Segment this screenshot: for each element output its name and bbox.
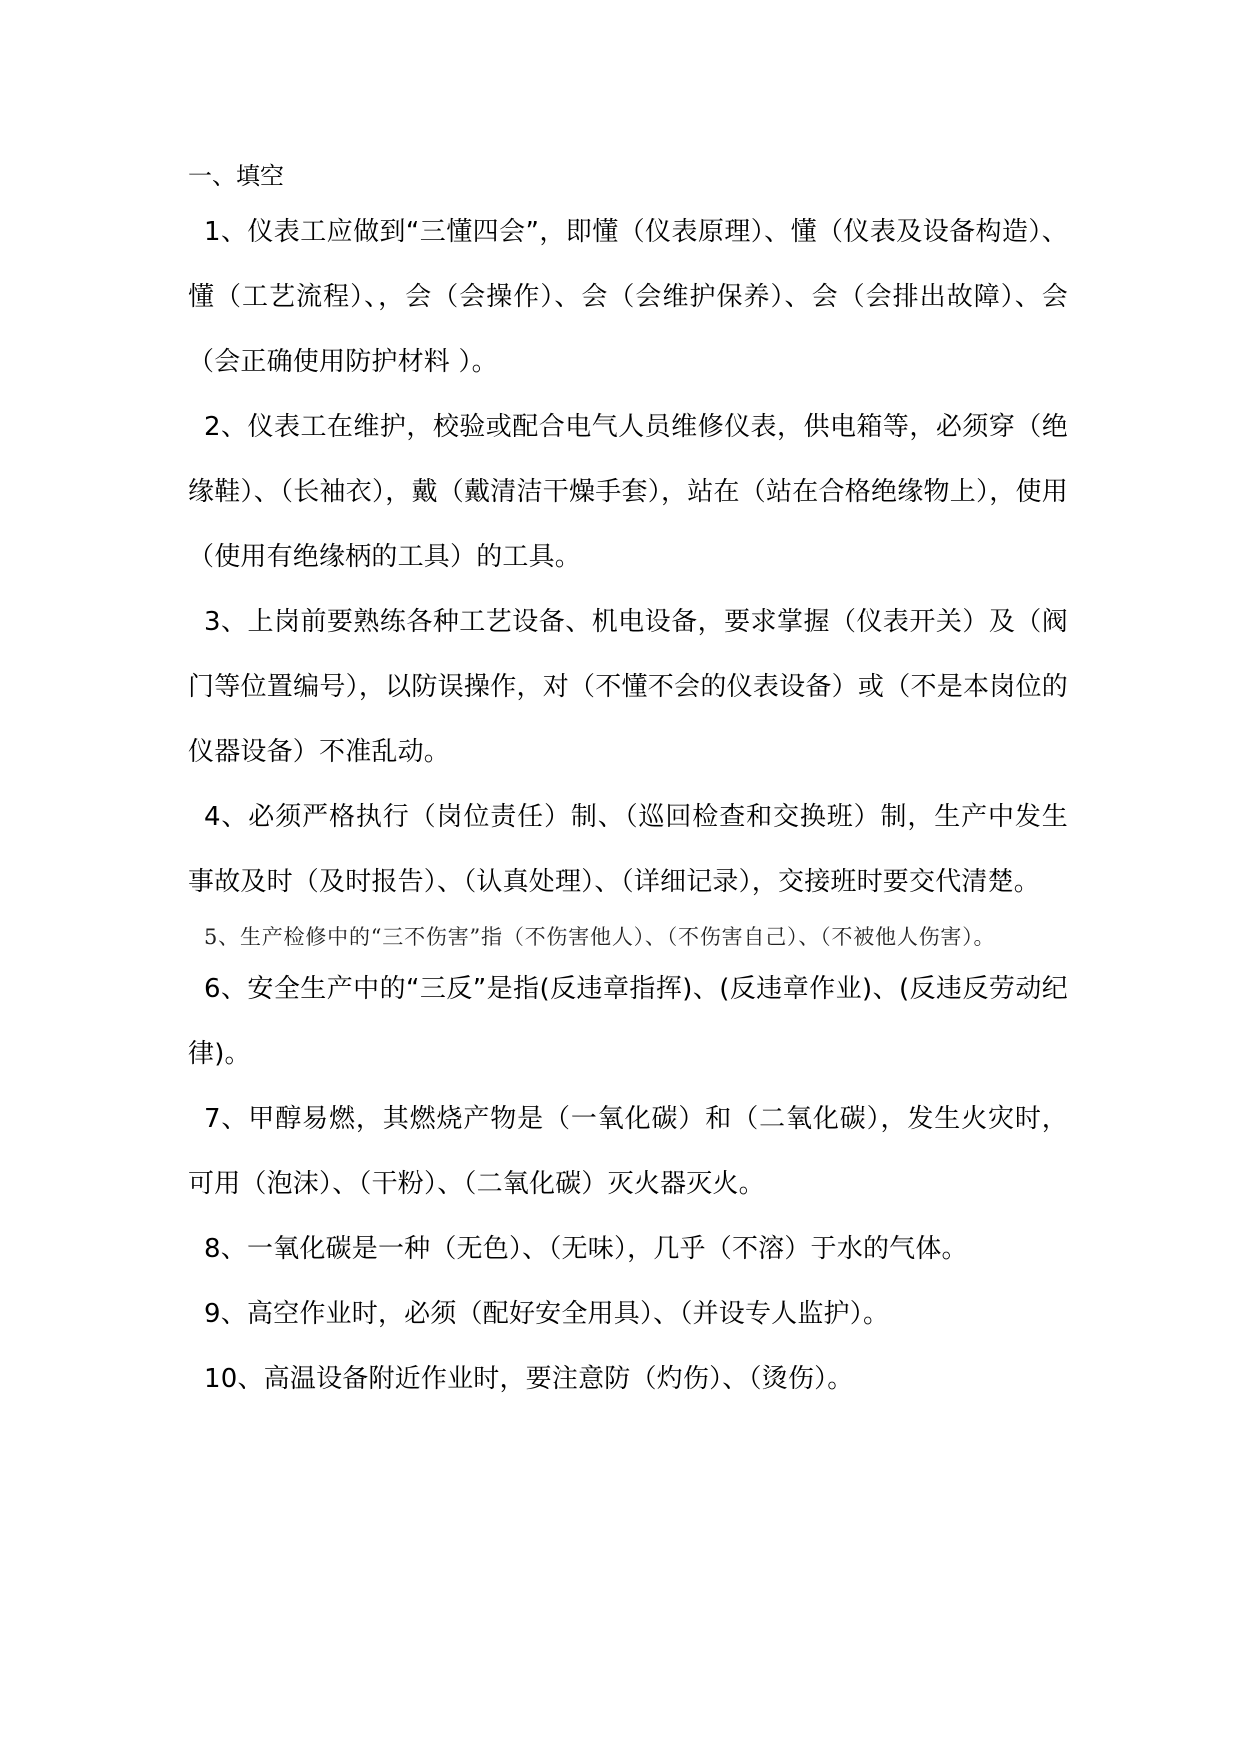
question-2: 2、仪表工在维护，校验或配合电气人员维修仪表，供电箱等，必须穿（绝缘鞋）、（长袖衣），戴（戴清洁干燥手套），站在（站在合格绝缘物上），使用（使用有绝缘柄的工具）的工具。	[188, 412, 1068, 572]
question-10: 10、高温设备附近作业时，要注意防（灼伤）、（烫伤）。	[204, 1364, 854, 1394]
section-title: 一、填空	[188, 162, 284, 190]
question-5: 5、生产检修中的“三不伤害”指（不伤害他人）、（不伤害自己）、（不被他人伤害）。	[204, 925, 996, 949]
document-body	[188, 156, 1068, 1412]
question-6: 6、安全生产中的“三反”是指(反违章指挥)、(反违章作业)、(反违反劳动纪律)。	[188, 974, 1068, 1069]
question-4: 4、必须严格执行（岗位责任）制、（巡回检查和交换班）制，生产中发生事故及时（及时报告）、（认真处理）、（详细记录），交接班时要交代清楚。	[188, 802, 1068, 897]
question-3: 3、上岗前要熟练各种工艺设备、机电设备，要求掌握（仪表开关）及（阀门等位置编号），以防误操作，对（不懂不会的仪表设备）或（不是本岗位的仪器设备）不准乱动。	[188, 607, 1068, 767]
question-1: 1、仪表工应做到“三懂四会”，即懂（仪表原理）、懂（仪表及设备构造）、懂（工艺流程）、，会（会操作）、会（会维护保养）、会（会排出故障）、会（会正确使用防护材料 ）。	[188, 217, 1068, 377]
question-8: 8、一氧化碳是一种（无色）、（无味），几乎（不溶）于水的气体。	[204, 1234, 968, 1264]
question-9: 9、高空作业时，必须（配好安全用具）、（并设专人监护）。	[204, 1299, 890, 1329]
question-7: 7、甲醇易燃，其燃烧产物是（一氧化碳）和（二氧化碳），发生火灾时，可用（泡沫）、（干粉）、（二氧化碳）灭火器灭火。	[188, 1104, 1068, 1199]
